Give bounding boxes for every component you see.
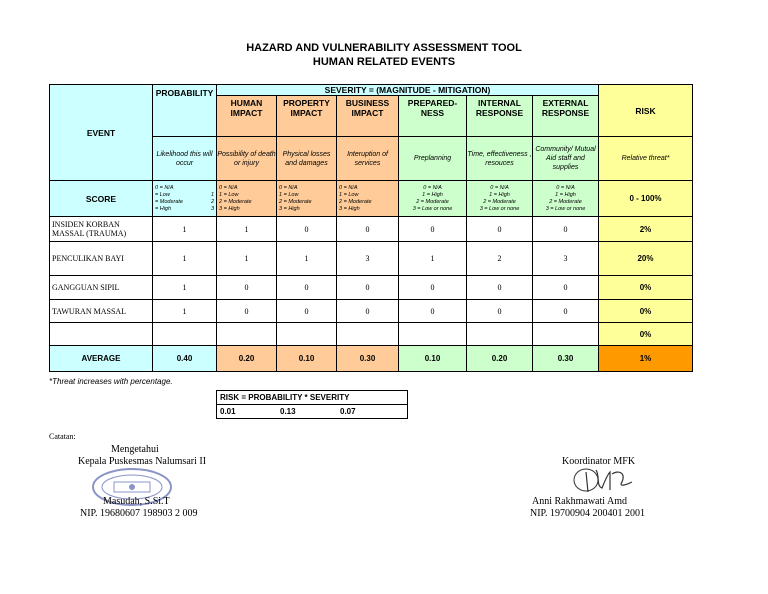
external-value: 0 <box>533 217 599 242</box>
formula-values <box>217 405 408 419</box>
property-value <box>277 323 337 346</box>
probability-value: 1 <box>153 300 217 323</box>
internal-value <box>467 323 533 346</box>
external-value: 0 <box>533 300 599 323</box>
probability-header: PROBABILITY <box>153 85 217 137</box>
probability-value: 1 <box>153 276 217 300</box>
human-value: 0 <box>217 300 277 323</box>
business-impact-header: BUSINESS IMPACT <box>337 96 399 137</box>
probability-scale: 0 = N/A = Low 1 = Moderate 2 = High 3 <box>153 181 217 217</box>
preparedness-value: 0 <box>399 300 467 323</box>
external-response-description: Community/ Mutual Aid staff and supplies <box>533 137 599 181</box>
event-name: INSIDEN KORBAN MASSAL (TRAUMA) <box>50 217 153 242</box>
business-value: 0 <box>337 300 399 323</box>
internal-response-scale: 0 = N/A 1 = High 2 = Moderate 3 = Low or none <box>467 181 533 217</box>
right-nip: NIP. 19700904 200401 2001 <box>530 508 646 519</box>
internal-response-description: Time, effectiveness , resouces <box>467 137 533 181</box>
external-response-header: EXTERNAL RESPONSE <box>533 96 599 137</box>
probability-value <box>153 323 217 346</box>
risk-description: Relative threat* <box>599 137 693 181</box>
table-row <box>50 217 693 242</box>
property-impact-scale: 0 = N/A 1 = Low 2 = Moderate 3 = High <box>277 181 337 217</box>
formula-value: 0.13 <box>280 407 296 416</box>
risk-value: 0% <box>599 300 693 323</box>
preparedness-value <box>399 323 467 346</box>
business-value: 0 <box>337 276 399 300</box>
human-value: 1 <box>217 242 277 276</box>
business-impact-scale: 0 = N/A 1 = Low 2 = Moderate 3 = High <box>337 181 399 217</box>
event-header: EVENT <box>50 85 153 181</box>
human-value <box>217 323 277 346</box>
preparedness-scale: 0 = N/A 1 = High 2 = Moderate 3 = Low or none <box>399 181 467 217</box>
score-label: SCORE <box>50 181 153 217</box>
left-nip: NIP. 19680607 198903 2 009 <box>80 508 198 519</box>
average-label: AVERAGE <box>50 346 153 372</box>
signature-icon <box>566 464 636 500</box>
business-impact-description: Interuption of services <box>337 137 399 181</box>
event-name <box>50 323 153 346</box>
average-risk: 1% <box>599 346 693 372</box>
human-value: 1 <box>217 217 277 242</box>
internal-value: 0 <box>467 217 533 242</box>
average-row <box>50 346 693 372</box>
preparedness-description: Preplanning <box>399 137 467 181</box>
risk-value: 0% <box>599 323 693 346</box>
catatan-label: Catatan: <box>49 432 76 441</box>
footnote: *Threat increases with percentage. <box>49 377 173 386</box>
risk-value: 2% <box>599 217 693 242</box>
preparedness-value: 1 <box>399 242 467 276</box>
formula-label: RISK = PROBABILITY * SEVERITY <box>217 391 408 405</box>
average-human: 0.20 <box>217 346 277 372</box>
page-subtitle: HUMAN RELATED EVENTS <box>312 56 456 68</box>
internal-response-header: INTERNAL RESPONSE <box>467 96 533 137</box>
severity-header: SEVERITY = (MAGNITUDE - MITIGATION) <box>217 85 599 96</box>
business-value <box>337 323 399 346</box>
external-value <box>533 323 599 346</box>
risk-header: RISK <box>599 85 693 137</box>
formula-value: 0.07 <box>340 407 356 416</box>
risk-value: 20% <box>599 242 693 276</box>
human-impact-description: Possibility of death or injury <box>217 137 277 181</box>
table-row <box>50 300 693 323</box>
probability-description: Likelihood this will occur <box>153 137 217 181</box>
human-impact-header: HUMAN IMPACT <box>217 96 277 137</box>
page-title: HAZARD AND VULNERABILITY ASSESSMENT TOOL <box>246 42 522 54</box>
external-value: 3 <box>533 242 599 276</box>
probability-value: 1 <box>153 242 217 276</box>
event-name: GANGGUAN SIPIL <box>50 276 153 300</box>
property-value: 0 <box>277 276 337 300</box>
external-value: 0 <box>533 276 599 300</box>
average-business: 0.30 <box>337 346 399 372</box>
average-probability: 0.40 <box>153 346 217 372</box>
average-property: 0.10 <box>277 346 337 372</box>
left-title: Kepala Puskesmas Nalumsari II <box>78 456 207 467</box>
preparedness-value: 0 <box>399 276 467 300</box>
table-row <box>50 276 693 300</box>
left-name: Masudah, S.Si.T <box>103 496 170 507</box>
property-impact-header: PROPERTY IMPACT <box>277 96 337 137</box>
property-value: 0 <box>277 300 337 323</box>
property-value: 0 <box>277 217 337 242</box>
risk-formula <box>216 390 408 419</box>
event-name: PENCULIKAN BAYI <box>50 242 153 276</box>
human-impact-scale: 0 = N/A 1 = Low 2 = Moderate 3 = High <box>217 181 277 217</box>
risk-value: 0% <box>599 276 693 300</box>
preparedness-header: PREPARED-NESS <box>399 96 467 137</box>
average-internal: 0.20 <box>467 346 533 372</box>
external-response-scale: 0 = N/A 1 = High 2 = Moderate 3 = Low or none <box>533 181 599 217</box>
property-impact-description: Physical losses and damages <box>277 137 337 181</box>
risk-range: 0 - 100% <box>599 181 693 217</box>
internal-value: 0 <box>467 300 533 323</box>
business-value: 0 <box>337 217 399 242</box>
average-external: 0.30 <box>533 346 599 372</box>
table-row <box>50 242 693 276</box>
table-row <box>50 323 693 346</box>
internal-value: 2 <box>467 242 533 276</box>
probability-value: 1 <box>153 217 217 242</box>
event-name: TAWURAN MASSAL <box>50 300 153 323</box>
property-value: 1 <box>277 242 337 276</box>
formula-value: 0.01 <box>220 407 236 416</box>
business-value: 3 <box>337 242 399 276</box>
average-preparedness: 0.10 <box>399 346 467 372</box>
right-name: Anni Rakhmawati Amd <box>532 496 627 507</box>
right-title: Koordinator MFK <box>562 456 636 467</box>
internal-value: 0 <box>467 276 533 300</box>
hva-table <box>49 84 693 372</box>
preparedness-value: 0 <box>399 217 467 242</box>
human-value: 0 <box>217 276 277 300</box>
left-known: Mengetahui <box>111 444 159 455</box>
